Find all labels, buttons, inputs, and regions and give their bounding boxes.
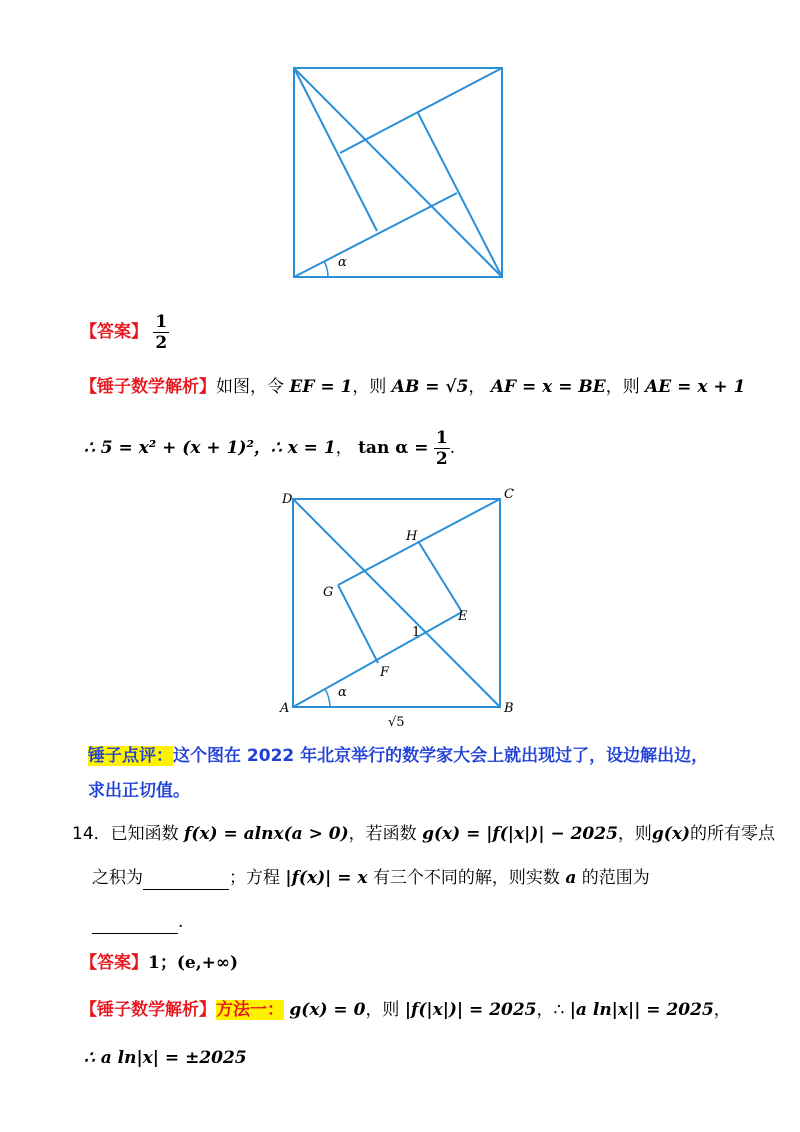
line-d-b [293,499,500,707]
line-a-e [293,612,462,707]
diagonal-line [294,68,502,277]
line-f-g [338,585,378,663]
analysis-tag: 【锤子数学解析】 [80,377,216,397]
answer-fraction: $\frac{1}{2}$ [155,312,168,353]
line-bg [418,113,502,277]
answer-2: 【答案】1；(e,+∞) [80,953,239,973]
label-D: D [282,492,293,507]
label-one: 1 [412,625,421,640]
label-A: A [280,701,290,716]
angle-arc [325,689,330,707]
label-B: B [504,701,514,716]
answer-blank-2[interactable] [92,915,178,934]
analysis-2-line-2: ∴ a ln|x| = ±2025 [84,1048,247,1068]
question-14-line-2: 之积为 ；方程 |f(x)| = x 有三个不同的解，则实数 a 的范围为 [92,868,650,888]
question-number: 14． [72,824,111,844]
analysis-2-line-1: 【锤子数学解析】方法一： g(x) = 0，则 |f(|x|)| = 2025，∴ |a ln|x|| = 2025， [80,1000,731,1020]
method-tag: 方法一： [216,1000,284,1020]
label-H: H [406,529,418,544]
angle-arc [324,261,328,277]
answer-tag: 【答案】 [80,322,148,342]
line-de [294,68,377,231]
comment-line-1: 锤子点评：这个图在 2022 年北京举行的数学家大会上就出现过了，设边解出边， [88,746,709,766]
label-alpha: α [338,685,347,700]
question-14-line-3: . [92,910,183,934]
line-e-h [418,541,462,612]
line-ch [340,68,502,153]
label-E: E [458,609,468,624]
comment-line-2: 求出正切值。 [88,781,190,801]
angle-alpha-label: α [338,255,347,270]
answer-1 [80,312,169,353]
question-14-line-1: 14．已知函数 f(x) = alnx(a > 0)，若函数 g(x) = |f(|x|)| − 2025，则g(x)的所有零点 [72,824,776,844]
line-af [294,193,457,277]
analysis-1-line-2: ∴ 5 = x² + (x + 1)²，∴ x = 1， tan α = $\frac{1}{2}$ . [84,428,456,469]
label-F: F [380,665,390,680]
figure-1-square [290,65,506,281]
figure-2-labeled-square [270,480,530,730]
answer-tag: 【答案】 [80,953,148,973]
label-sqrt5: √5 [388,715,405,730]
label-G: G [323,585,334,600]
answer-blank-1[interactable] [143,871,229,890]
label-C: C [504,487,514,502]
analysis-1-line-1: 【锤子数学解析】如图，令 EF = 1，则 AB = √5， AF = x = BE，则 AE = x + 1 [80,377,746,397]
comment-tag: 锤子点评： [88,746,173,766]
tan-fraction: $\frac{1}{2}$ [435,428,448,469]
analysis-tag: 【锤子数学解析】 [80,1000,216,1020]
